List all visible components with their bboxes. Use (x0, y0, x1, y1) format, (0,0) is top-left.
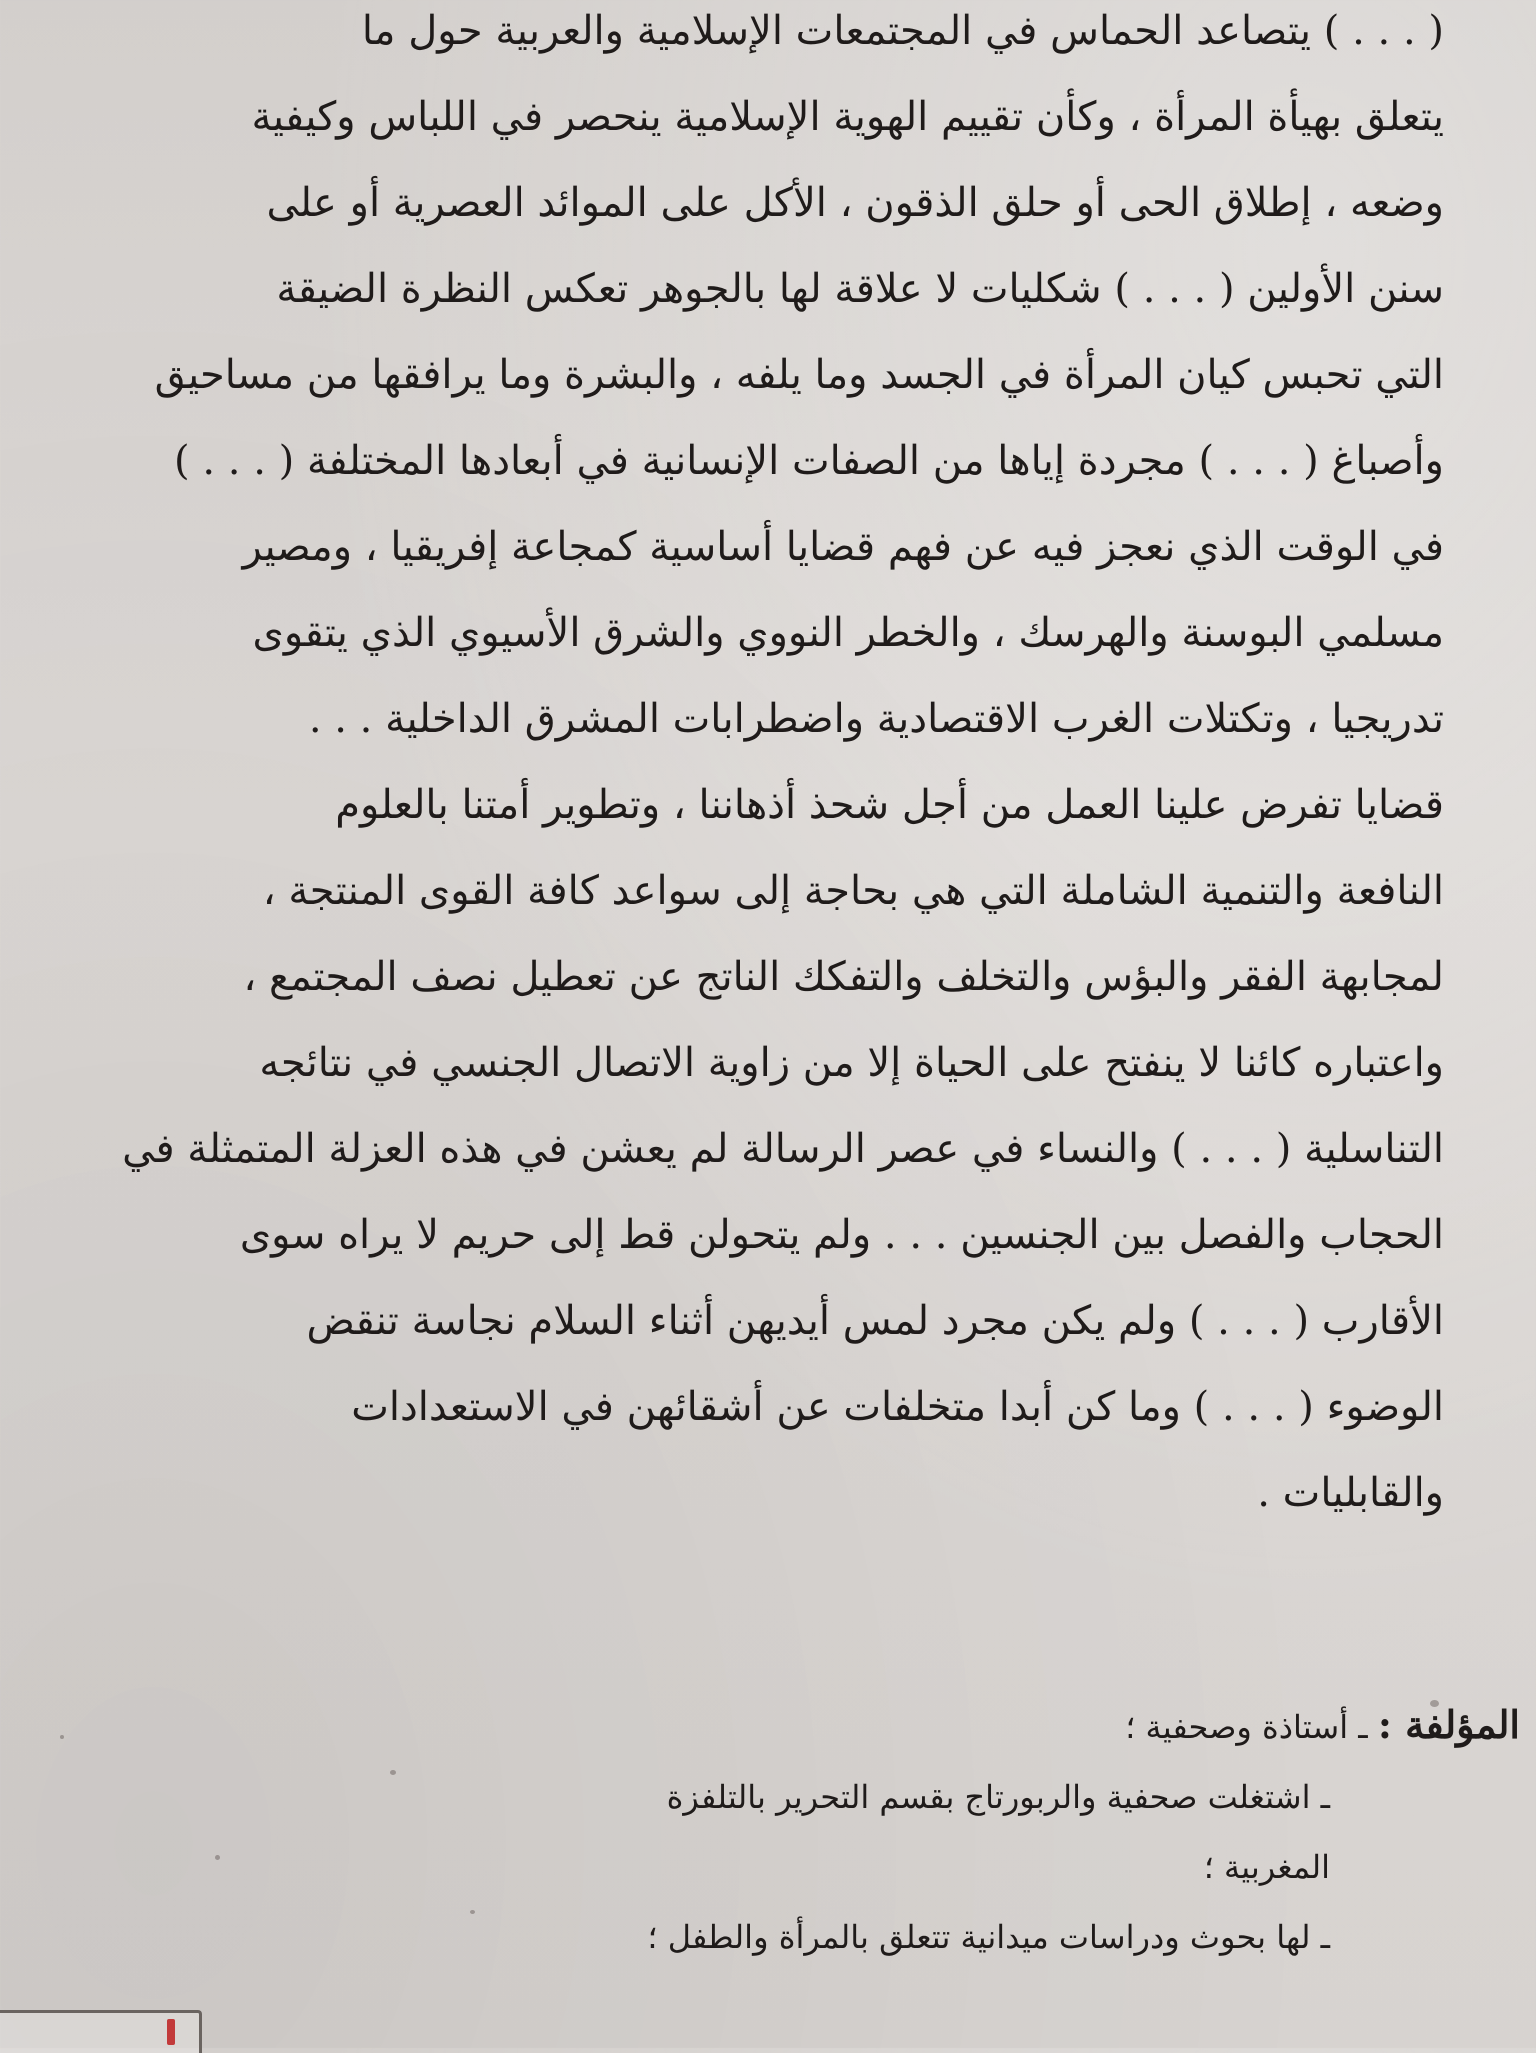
paper-speck (215, 1855, 220, 1860)
text-line: التناسلية ( . . . ) والنساء في عصر الرسالة لم يعشن في هذه العزلة المتمثلة في (122, 1126, 1444, 1172)
text-line: وضعه ، إطلاق الحى أو حلق الذقون ، الأكل على الموائد العصرية أو على (266, 180, 1444, 226)
text-line: يتعلق بهيأة المرأة ، وكأن تقييم الهوية الإسلامية ينحصر في اللباس وكيفية (251, 94, 1444, 140)
text-line: في الوقت الذي نعجز فيه عن فهم قضايا أساسية كمجاعة إفريقيا ، ومصير (242, 524, 1444, 570)
author-bio-heading (540, 1690, 1520, 1762)
author-bio (540, 1690, 1520, 1972)
text-line: ( . . . ) يتصاعد الحماس في المجتمعات الإسلامية والعربية حول ما (361, 8, 1444, 54)
text-line: لمجابهة الفقر والبؤس والتخلف والتفكك الناتج عن تعطيل نصف المجتمع ، (243, 954, 1444, 1000)
paragraph-text (70, 0, 1444, 1536)
paper-speck (60, 1735, 64, 1739)
paper-speck (390, 1770, 396, 1775)
library-label-sticker (0, 2010, 202, 2053)
text-line: مسلمي البوسنة والهرسك ، والخطر النووي والشرق الأسيوي الذي يتقوى (252, 610, 1444, 656)
author-bio-item: ـ أستاذة وصحفية ؛ (1125, 1708, 1368, 1746)
text-line: تدريجيا ، وتكتلات الغرب الاقتصادية واضطرابات المشرق الداخلية . . . (308, 696, 1444, 742)
author-label: المؤلفة : (1377, 1702, 1520, 1747)
author-bio-item: ـ لها بحوث ودراسات ميدانية تتعلق بالمرأة والطفل ؛ (647, 1918, 1330, 1956)
paper-speck (1430, 1700, 1439, 1707)
text-line: سنن الأولين ( . . . ) شكليات لا علاقة لها بالجوهر تعكس النظرة الضيقة (276, 266, 1444, 312)
text-line: التي تحبس كيان المرأة في الجسد وما يلفه ، والبشرة وما يرافقها من مساحيق (154, 352, 1444, 398)
text-line: قضايا تفرض علينا العمل من أجل شحذ أذهاننا ، وتطوير أمتنا بالعلوم (335, 782, 1444, 828)
author-bio-item: ـ اشتغلت صحفية والربورتاج بقسم التحرير بالتلفزة (666, 1778, 1330, 1816)
text-line: وأصباغ ( . . . ) مجردة إياها من الصفات الإنسانية في أبعادها المختلفة ( . . . ) (174, 438, 1444, 484)
text-line: النافعة والتنمية الشاملة التي هي بحاجة إلى سواعد كافة القوى المنتجة ، (262, 868, 1444, 914)
text-line: الأقارب ( . . . ) ولم يكن مجرد لمس أيديهن أثناء السلام نجاسة تنقض (306, 1298, 1444, 1344)
text-line: الوضوء ( . . . ) وما كن أبدا متخلفات عن أشقائهن في الاستعدادات (351, 1384, 1444, 1430)
paper-speck (470, 1910, 475, 1914)
text-line: الحجاب والفصل بين الجنسين . . . ولم يتحولن قط إلى حريم لا يراه سوى (239, 1212, 1444, 1258)
author-bio-item: المغربية ؛ (1203, 1848, 1330, 1886)
text-line: واعتباره كائنا لا ينفتح على الحياة إلا من زاوية الاتصال الجنسي في نتائجه (259, 1040, 1444, 1086)
red-mark-icon (167, 2019, 175, 2045)
text-line: والقابليات . (1257, 1470, 1444, 1516)
